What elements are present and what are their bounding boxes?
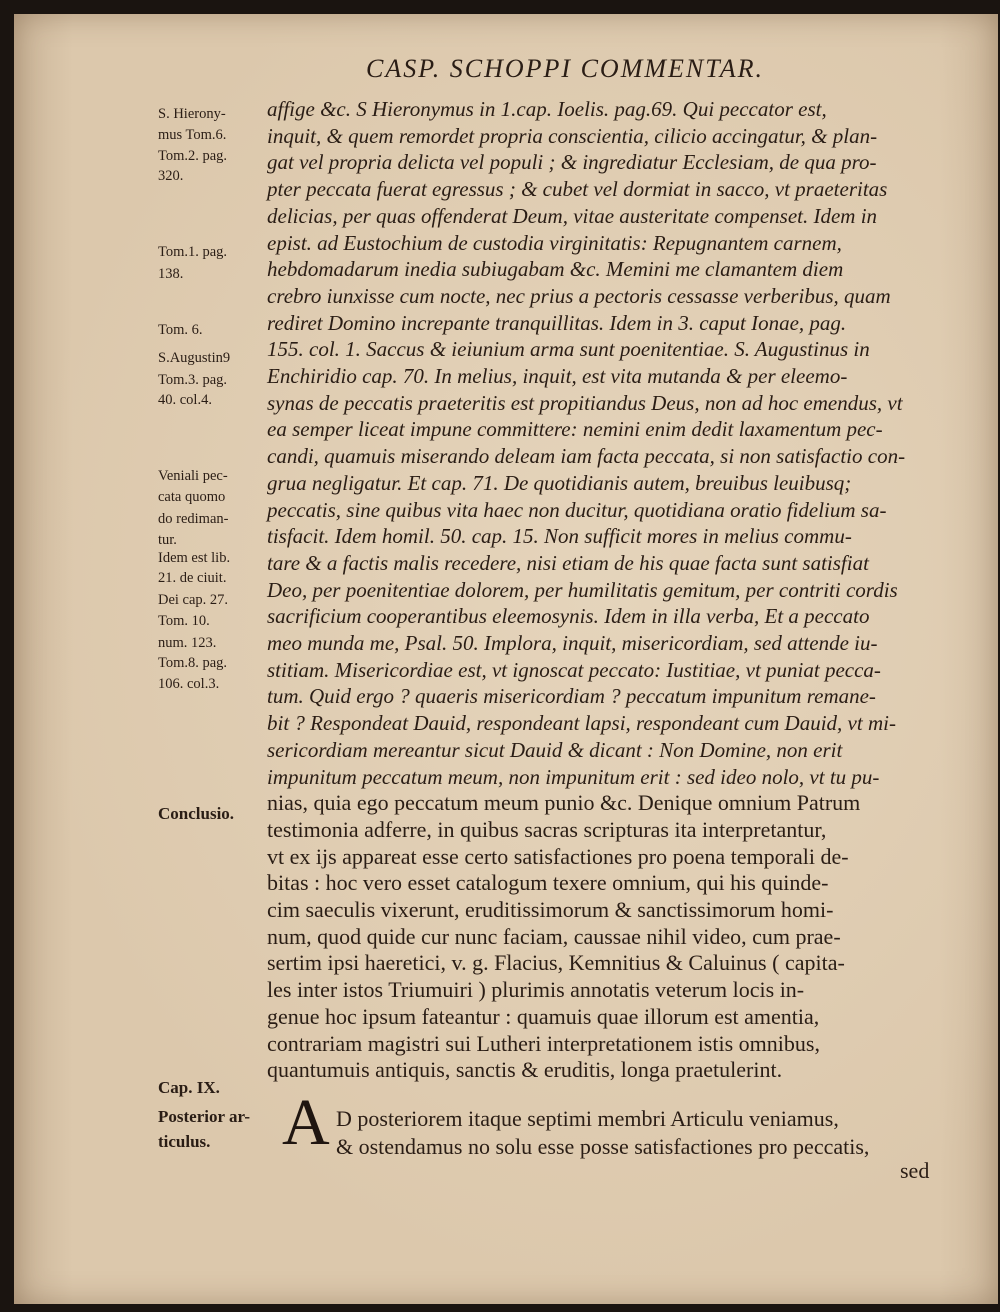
chapter-line-1: D posteriorem itaque septimi membri Articulu veniamus, — [336, 1106, 839, 1131]
margin-note: Tom.1. pag. — [158, 244, 228, 260]
margin-note: Tom.2. pag. — [158, 148, 228, 164]
text-line: contrariam magistri sui Lutheri interpretationem istis omnibus, — [267, 1031, 820, 1056]
text-line: cim saeculis vixerunt, eruditissimorum & sanctissimorum homi- — [267, 897, 834, 922]
catchword: sed — [900, 1158, 930, 1183]
margin-note: num. 123. — [158, 635, 217, 651]
margin-note: Veniali pec- — [158, 468, 228, 484]
text-line: bit ? Respondeat Dauid, respondeant lapsi, respondeant cum Dauid, vt mi- — [267, 711, 896, 735]
text-line: crebro iunxisse cum nocte, nec prius a pectoris cessasse verberibus, quam — [267, 284, 891, 308]
text-line: sericordiam mereantur sicut Dauid & dicant : Non Domine, non erit — [267, 738, 843, 762]
margin-note: ticulus. — [158, 1132, 211, 1151]
text-line: synas de peccatis praeteritis est propitiandus Deus, non ad hoc emendus, vt — [267, 391, 903, 415]
text-line: gat vel propria delicta vel populi ; & ingrediatur Ecclesiam, de qua pro- — [267, 150, 877, 174]
text-line: stitiam. Misericordiae est, vt ignoscat peccato: Iustitiae, vt puniat pecca- — [267, 658, 881, 682]
margin-note: S.Augustin9 — [158, 350, 231, 366]
margin-note: do rediman- — [158, 511, 229, 527]
margin-note: Dei cap. 27. — [158, 592, 229, 608]
text-line: Enchiridio cap. 70. In melius, inquit, est vita mutanda & per eleemo- — [267, 364, 848, 388]
margin-note: 40. col.4. — [158, 392, 212, 408]
margin-note: Tom.3. pag. — [158, 372, 228, 388]
text-line: inquit, & quem remordet propria conscientia, cilicio accingatur, & plan- — [267, 124, 878, 148]
text-line: ea semper liceat impune committere: nemini enim dedit laxamentum pec- — [267, 417, 883, 441]
text-line: 155. col. 1. Saccus & ieiunium arma sunt poenitentiae. S. Augustinus in — [267, 337, 870, 361]
text-line: pter peccata fuerat egressus ; & cubet vel dormiat in sacco, vt praeteritas — [267, 177, 888, 201]
margin-note: 21. de ciuit. — [158, 570, 227, 586]
running-header: CASP. SCHOPPI COMMENTAR. — [366, 54, 765, 83]
text-line: grua negligatur. Et cap. 71. De quotidianis autem, breuibus leuibusq; — [267, 471, 852, 495]
text-line: rediret Domino increpante tranquillitas. Idem in 3. caput Ionae, pag. — [267, 311, 847, 335]
margin-note: Idem est lib. — [158, 550, 231, 566]
margin-note: Tom.8. pag. — [158, 655, 228, 671]
text-line: num, quod quide cur nunc faciam, caussae nihil video, cum prae- — [267, 924, 841, 949]
text-line: affige &c. S Hieronymus in 1.cap. Ioelis. pag.69. Qui peccator est, — [267, 97, 827, 121]
text-line: testimonia adferre, in quibus sacras scripturas ita interpretantur, — [267, 817, 827, 842]
text-line: quantumuis antiquis, sanctis & eruditis, longa praetulerint. — [267, 1057, 783, 1082]
text-line: les inter istos Triumuiri ) plurimis annotatis veterum locis in- — [267, 977, 805, 1002]
text-line: sacrificium cooperantibus eleemosynis. Idem in illa verba, Et a peccato — [267, 604, 870, 628]
text-line: tum. Quid ergo ? quaeris misericordiam ? peccatum impunitum remane- — [267, 684, 876, 708]
text-line: nias, quia ego peccatum meum punio &c. Denique omnium Patrum — [267, 790, 861, 815]
text-line: impunitum peccatum meum, non impunitum erit : sed ideo nolo, vt tu pu- — [267, 765, 880, 789]
margin-note: 320. — [158, 168, 184, 184]
margin-note: S. Hierony- — [158, 106, 226, 122]
text-line: delicias, per quas offenderat Deum, vitae austeritate compenset. Idem in — [267, 204, 878, 228]
margin-note: Conclusio. — [158, 804, 235, 823]
margin-note: mus Tom.6. — [158, 127, 227, 143]
margin-note: cata quomo — [158, 489, 226, 505]
margin-note: tur. — [158, 532, 177, 548]
margin-note: Tom. 6. — [158, 322, 203, 338]
drop-cap: A — [282, 1086, 330, 1159]
text-line: tisfacit. Idem homil. 50. cap. 15. Non sufficit mores in melius commu- — [267, 524, 852, 548]
text-line: sertim ipsi haeretici, v. g. Flacius, Kemnitius & Caluinus ( capita- — [267, 950, 845, 975]
text-line: epist. ad Eustochium de custodia virginitatis: Repugnantem carnem, — [267, 231, 842, 255]
margin-note: Cap. IX. — [158, 1078, 220, 1097]
text-line: peccatis, sine quibus vita haec non ducitur, quotidiana oratio fidelium sa- — [267, 498, 887, 522]
margin-note: Tom. 10. — [158, 613, 210, 629]
text-line: tare & a factis malis recedere, nisi etiam de his quae facta sunt satisfiat — [267, 551, 869, 575]
text-line: bitas : hoc vero esset catalogum texere omnium, qui his quinde- — [267, 870, 829, 895]
text-line: hebdomadarum inedia subiugabam &c. Memini me clamantem diem — [267, 257, 844, 281]
text-line: meo munda me, Psal. 50. Implora, inquit, misericordiam, sed attende iu- — [267, 631, 878, 655]
margin-note: Posterior ar- — [158, 1107, 251, 1126]
margin-note: 138. — [158, 266, 184, 282]
text-line: genue hoc ipsum fateantur : quamuis quae illorum est amentia, — [267, 1004, 820, 1029]
text-line: vt ex ijs appareat esse certo satisfactiones pro poena temporali de- — [267, 844, 849, 869]
margin-note: 106. col.3. — [158, 676, 220, 692]
text-line: candi, quamuis miserando deleam iam facta peccata, si non satisfactio con- — [267, 444, 906, 468]
text-line: Deo, per poenitentiae dolorem, per humilitatis gemitum, per contriti cordis — [267, 578, 898, 602]
chapter-line-2: & ostendamus no solu esse posse satisfactiones pro peccatis, — [336, 1134, 870, 1159]
